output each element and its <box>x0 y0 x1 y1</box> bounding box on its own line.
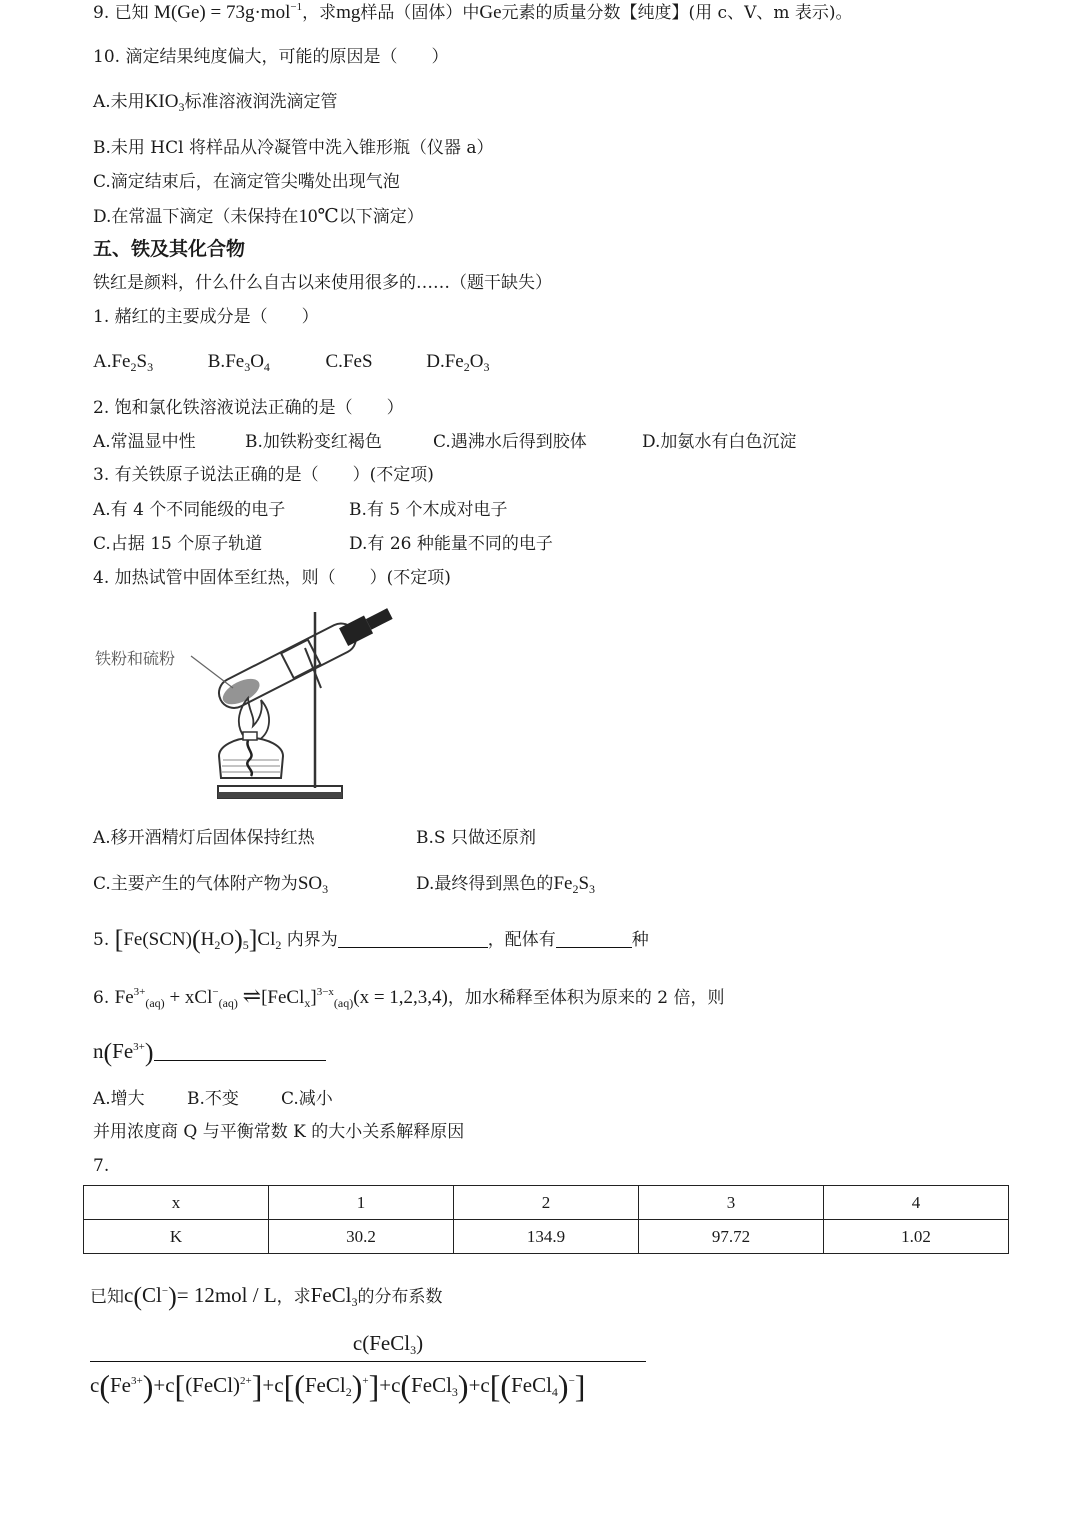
q9-number: 9. <box>93 3 110 23</box>
heating-apparatus <box>93 608 423 813</box>
q4-options-row1 <box>93 830 536 847</box>
q2-option-d: D.加氨水有白色沉淀 <box>642 432 797 452</box>
q5-line: 5. $[Fe(SCN)(H_2O)_5]Cl_2$ 内界为 ，配体有 种 <box>93 925 649 954</box>
q6-option-c: C.减小 <box>281 1089 333 1109</box>
q1-option-c: C.FeS <box>325 351 373 372</box>
table-row <box>84 1186 1009 1220</box>
q6-option-b: B.不变 <box>187 1089 239 1109</box>
q10-option-b: B.未用 HCl 将样品从冷凝管中洗入锥形瓶（仪器 a） <box>93 138 494 158</box>
table-header-cell: 4 <box>824 1186 1009 1220</box>
q6-line: 6. $Fe^{3+}_{(aq)} + xCl^-_{(aq)}$ ⇌[FeCl$_x$]$^{3-x}_{(aq)}$(x = 1,2,3,4)，加水稀释至体积为原来的 2 倍，则 <box>93 983 725 1010</box>
q6-followup: 并用浓度商 Q 与平衡常数 K 的大小关系解释原因 <box>93 1122 465 1142</box>
q1-options <box>93 351 490 374</box>
apparatus-figure <box>93 608 423 818</box>
q6-options <box>93 1091 333 1108</box>
fraction-numerator: c(FeCl$_3$) <box>352 1331 424 1357</box>
q2-options <box>93 434 796 451</box>
q6-equilibrium: $Fe^{3+}_{(aq)} + xCl^-_{(aq)}$ ⇌[FeCl$_x$]$^{3-x}_{(aq)}$(x = 1,2,3,4) <box>114 983 448 1010</box>
table-cell: 97.72 <box>639 1220 824 1254</box>
q3-options-row2 <box>93 536 553 553</box>
q1-option-a: $A.Fe_2S_3$ <box>93 351 154 374</box>
q2-option-b: B.加铁粉变红褐色 <box>245 432 382 452</box>
fraction-denominator: $c(Fe^{3+})+c[(FeCl)^{2+}]+c[(FeCl_2)^+]+c(FeCl_3)+c[(FeCl_4)^-]$ <box>90 1368 586 1404</box>
q9-text: ，求 <box>302 3 337 23</box>
q4-options-row2 <box>93 873 596 896</box>
q9-mass: mg <box>336 2 361 23</box>
table-header-cell: 2 <box>454 1186 639 1220</box>
section-title: 五、铁及其化合物 <box>93 238 246 260</box>
q9-text: 已知 <box>114 3 149 23</box>
table-cell: 30.2 <box>269 1220 454 1254</box>
q3-options-row1 <box>93 502 508 519</box>
table-row <box>84 1220 1009 1254</box>
test-tube <box>214 608 397 713</box>
table-header-cell: x <box>84 1186 269 1220</box>
table-cell: 134.9 <box>454 1220 639 1254</box>
q10-stem: 10. 滴定结果纯度偏大，可能的原因是（ ） <box>93 47 449 67</box>
q5-blank-1[interactable] <box>338 929 488 948</box>
distribution-fraction <box>90 1325 646 1405</box>
label-pointer <box>191 656 233 688</box>
k-table <box>83 1185 1009 1254</box>
figure-label: 铁粉和硫粉 <box>95 649 176 668</box>
q9-text: 元素的质量分数【纯度】(用 c、V、m 表示)。 <box>501 3 853 23</box>
stand-base-shadow <box>218 792 342 798</box>
table-header-cell: 1 <box>269 1186 454 1220</box>
q9-molar-mass: M(Ge) = 73g·mol$^{-1}$ <box>154 1 303 23</box>
q1-option-b: $B.Fe_3O_4$ <box>207 351 270 374</box>
table-cell: K <box>84 1220 269 1254</box>
q3-option-a: A.有 4 个不同能级的电子 <box>93 500 286 520</box>
q3-stem: 3. 有关铁原子说法正确的是（ ）(不定项) <box>93 465 434 485</box>
q4-option-c: C.主要产生的气体附产物为$SO_3$ <box>93 873 329 896</box>
q6-option-a: A.增大 <box>93 1089 145 1109</box>
q5-blank-2[interactable] <box>556 929 632 948</box>
q6-blank[interactable] <box>154 1042 326 1061</box>
q3-option-b: B.有 5 个木成对电子 <box>349 500 508 520</box>
q9-text: 样品（固体）中 <box>360 3 480 23</box>
equilibrium-arrow-icon: ⇌ <box>242 983 262 1008</box>
q3-option-d: D.有 26 种能量不同的电子 <box>349 534 553 554</box>
q1-stem: 1. 赭红的主要成分是（ ） <box>93 307 319 327</box>
section-intro: 铁红是颜料，什么什么自古以来使用很多的……（题干缺失） <box>93 273 552 293</box>
table-cell: 1.02 <box>824 1220 1009 1254</box>
table-header-cell: 3 <box>639 1186 824 1220</box>
q10-option-a: A.未用$KIO_3$标准溶液润洗滴定管 <box>93 91 338 114</box>
q5-complex: $[Fe(SCN)(H_2O)_5]Cl_2$ <box>114 925 282 954</box>
q10-option-d: D.在常温下滴定（未保持在10℃以下滴定） <box>93 206 424 227</box>
q3-option-c: C.占据 15 个原子轨道 <box>93 534 263 554</box>
q2-option-a: A.常温显中性 <box>93 432 196 452</box>
q9-element: Ge <box>479 2 502 23</box>
q2-option-c: C.遇沸水后得到胶体 <box>433 432 587 452</box>
q9-line <box>93 3 853 22</box>
q4-option-d: D.最终得到黑色的$Fe_2S_3$ <box>416 873 596 896</box>
q4-option-a: A.移开酒精灯后固体保持红热 <box>93 828 315 848</box>
q6-n-line: $n(Fe^{3+})$ <box>93 1040 326 1066</box>
q10-option-c: C.滴定结束后，在滴定管尖嘴处出现气泡 <box>93 172 400 192</box>
q4-stem: 4. 加热试管中固体至红热，则（ ）(不定项) <box>93 568 451 588</box>
q1-option-d: $D.Fe_2O_3$ <box>426 351 490 374</box>
q7-given: 已知c(Cl−)= 12mol / L，求FeCl$_3$的分布系数 <box>90 1282 443 1311</box>
q2-stem: 2. 饱和氯化铁溶液说法正确的是（ ） <box>93 398 404 418</box>
q4-option-b: B.S 只做还原剂 <box>416 828 536 848</box>
q7-number: 7. <box>93 1156 110 1176</box>
